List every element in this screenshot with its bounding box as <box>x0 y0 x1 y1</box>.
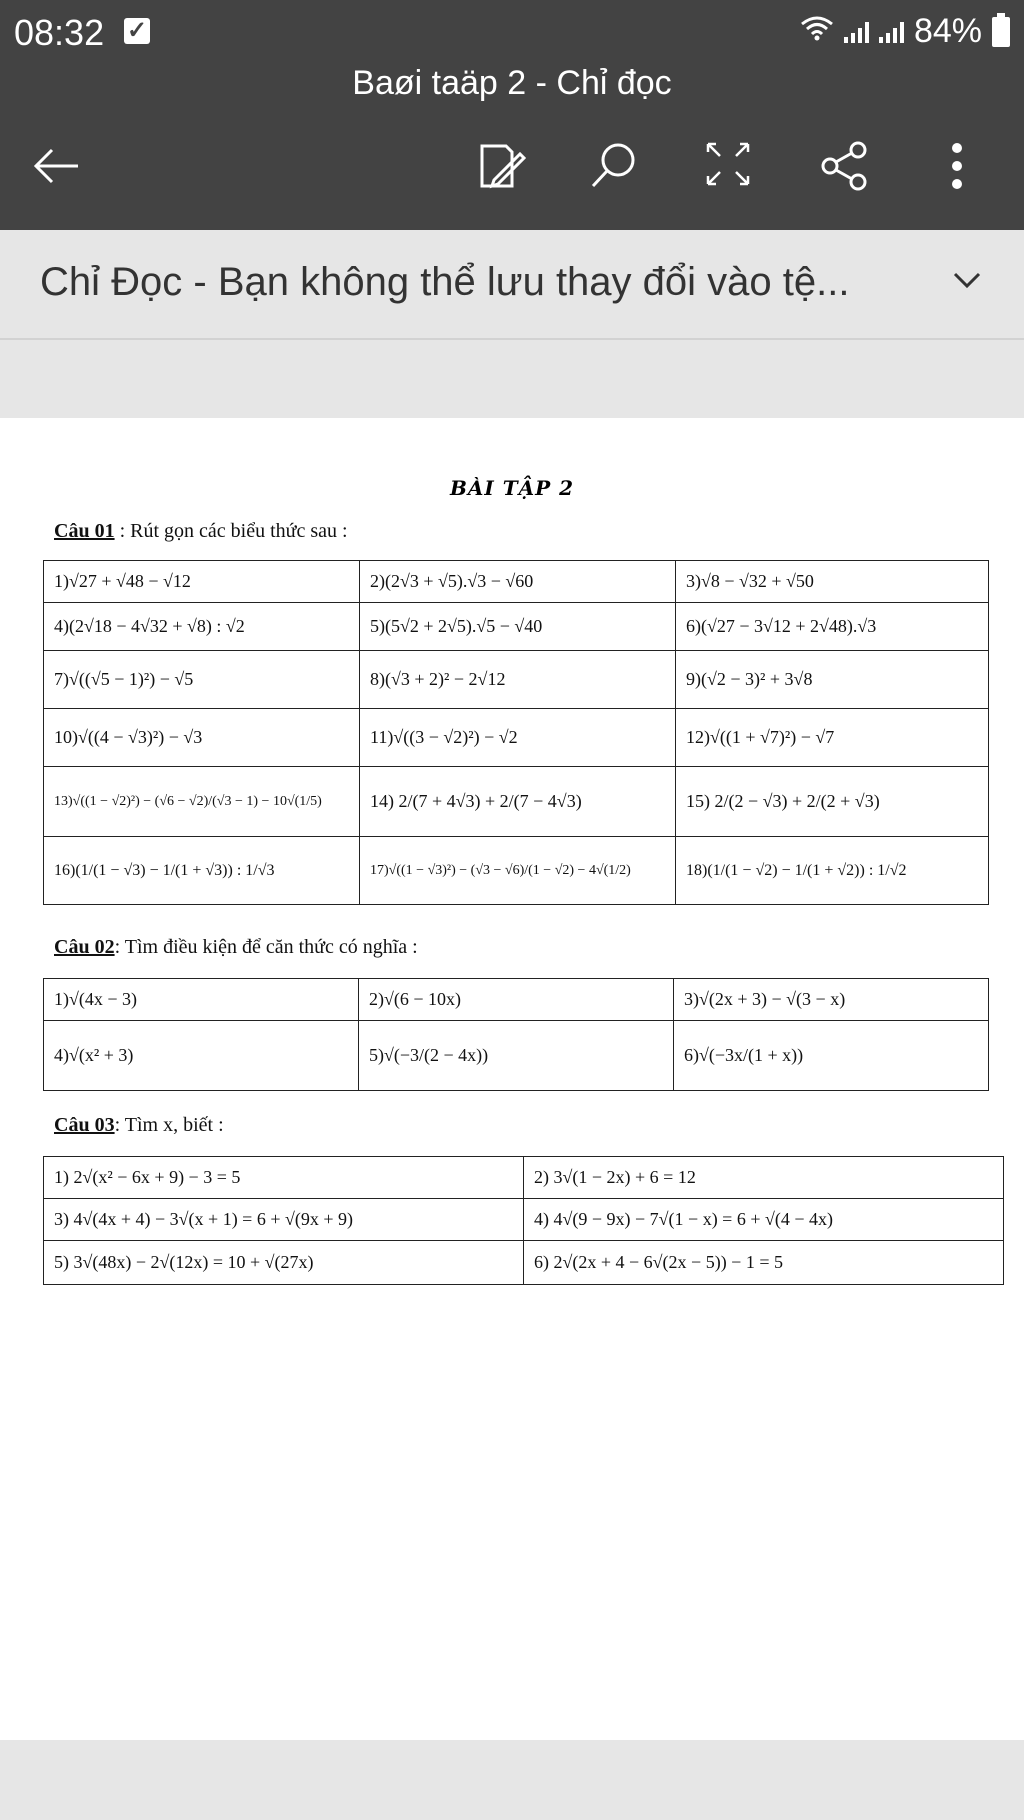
q1-cell: 10)√((4 − √3)²) − √3 <box>44 709 360 767</box>
battery-percent: 84% <box>913 12 982 50</box>
question-3-heading <box>54 1114 224 1137</box>
more-options-icon[interactable] <box>944 140 970 200</box>
fullscreen-icon[interactable] <box>704 140 752 200</box>
chevron-down-icon[interactable] <box>952 270 982 295</box>
read-only-banner[interactable] <box>0 230 1024 340</box>
wifi-icon <box>800 15 834 48</box>
q1-cell: 14) 2/(7 + 4√3) + 2/(7 − 4√3) <box>360 767 676 837</box>
question-2-text: : Tìm điều kiện để căn thức có nghĩa : <box>114 936 418 958</box>
q1-cell: 8)(√3 + 2)² − 2√12 <box>360 651 676 709</box>
question-1-text: : Rút gọn các biểu thức sau : <box>114 520 348 542</box>
search-icon[interactable] <box>588 140 640 200</box>
q2-cell: 5)√(−3/(2 − 4x)) <box>359 1021 674 1091</box>
q1-cell: 9)(√2 − 3)² + 3√8 <box>676 651 989 709</box>
q1-cell: 6)(√27 − 3√12 + 2√48).√3 <box>676 603 989 651</box>
question-1-table <box>43 560 989 905</box>
q1-cell: 2)(2√3 + √5).√3 − √60 <box>360 561 676 603</box>
q1-cell: 17)√((1 − √3)²) − (√3 − √6)/(1 − √2) − 4√(1/2) <box>360 837 676 905</box>
q3-cell: 3) 4√(4x + 4) − 3√(x + 1) = 6 + √(9x + 9) <box>44 1199 524 1241</box>
document-title: Baøi taäp 2 - Chỉ đọc <box>352 64 672 102</box>
q1-cell: 7)√((√5 − 1)²) − √5 <box>44 651 360 709</box>
q2-cell: 4)√(x² + 3) <box>44 1021 359 1091</box>
q1-cell: 3)√8 − √32 + √50 <box>676 561 989 603</box>
q2-cell: 3)√(2x + 3) − √(3 − x) <box>674 979 989 1021</box>
notification-check-icon: ✓ <box>124 18 150 44</box>
q2-cell: 6)√(−3x/(1 + x)) <box>674 1021 989 1091</box>
read-only-message: Chỉ Đọc - Bạn không thể lưu thay đổi vào tệ... <box>40 260 850 304</box>
question-2-heading <box>54 936 418 959</box>
q1-cell: 16)(1/(1 − √3) − 1/(1 + √3)) : 1/√3 <box>44 837 360 905</box>
signal-icon <box>844 21 869 43</box>
q1-cell: 1)√27 + √48 − √12 <box>44 561 360 603</box>
question-3-label: Câu 03 <box>54 1114 115 1136</box>
q1-cell: 4)(2√18 − 4√32 + √8) : √2 <box>44 603 360 651</box>
status-indicators <box>800 12 1010 51</box>
question-3-text: : Tìm x, biết : <box>114 1114 224 1136</box>
status-time: 08:32 <box>14 12 105 53</box>
question-2-label: Câu 02 <box>54 936 115 958</box>
back-arrow-icon[interactable] <box>30 140 82 200</box>
question-1-label: Câu 01 <box>54 520 115 542</box>
question-2-table <box>43 978 989 1091</box>
q3-cell: 1) 2√(x² − 6x + 9) − 3 = 5 <box>44 1157 524 1199</box>
question-1-heading <box>54 520 348 543</box>
q3-cell: 2) 3√(1 − 2x) + 6 = 12 <box>524 1157 1004 1199</box>
q1-cell: 5)(5√2 + 2√5).√5 − √40 <box>360 603 676 651</box>
battery-icon <box>992 17 1010 47</box>
q3-cell: 5) 3√(48x) − 2√(12x) = 10 + √(27x) <box>44 1241 524 1285</box>
app-bar <box>0 0 1024 230</box>
document-heading: BÀI TẬP 2 <box>449 476 575 500</box>
q1-cell: 13)√((1 − √2)²) − (√6 − √2)/(√3 − 1) − 10√(1/5) <box>44 767 360 837</box>
q1-cell: 11)√((3 − √2)²) − √2 <box>360 709 676 767</box>
q3-cell: 6) 2√(2x + 4 − 6√(2x − 5)) − 1 = 5 <box>524 1241 1004 1285</box>
q2-cell: 2)√(6 − 10x) <box>359 979 674 1021</box>
q3-cell: 4) 4√(9 − 9x) − 7√(1 − x) = 6 + √(4 − 4x) <box>524 1199 1004 1241</box>
bottom-bar <box>0 1740 1024 1820</box>
document-page <box>0 418 1024 1740</box>
q2-cell: 1)√(4x − 3) <box>44 979 359 1021</box>
q1-cell: 18)(1/(1 − √2) − 1/(1 + √2)) : 1/√2 <box>676 837 989 905</box>
q1-cell: 12)√((1 + √7)²) − √7 <box>676 709 989 767</box>
q1-cell: 15) 2/(2 − √3) + 2/(2 + √3) <box>676 767 989 837</box>
edit-icon[interactable] <box>476 140 526 200</box>
signal-icon-2 <box>879 21 904 43</box>
question-3-table <box>43 1156 1004 1285</box>
share-icon[interactable] <box>818 140 870 200</box>
